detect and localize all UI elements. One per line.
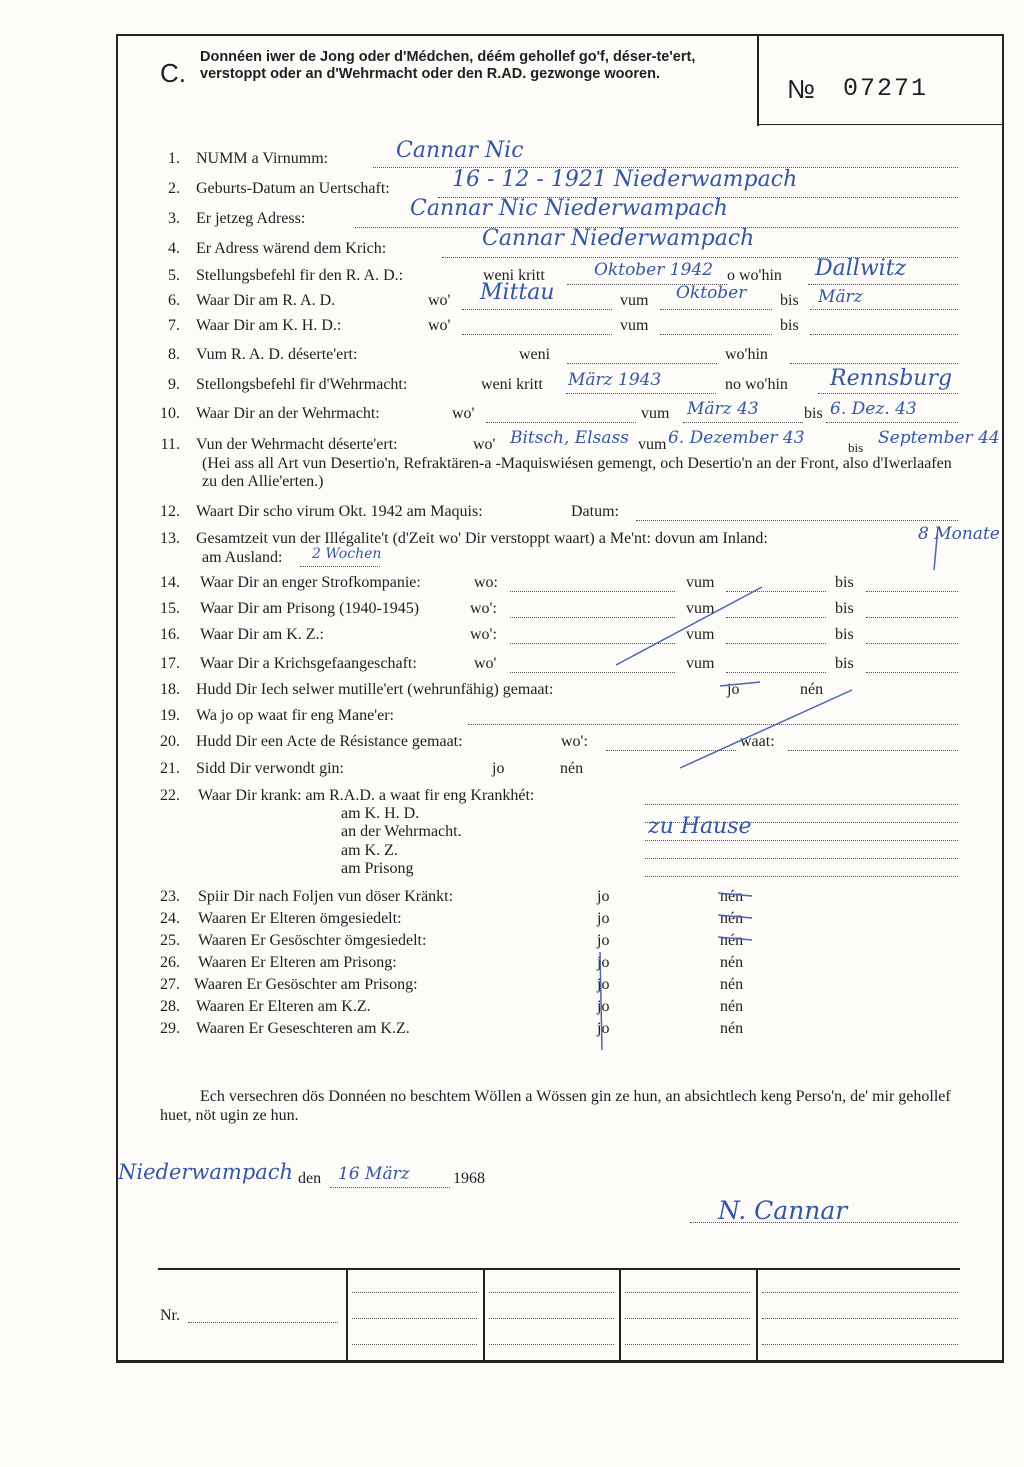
handwritten-desert-from: 6. Dezember 43 [668,428,805,448]
answer-jo: jo [597,1020,610,1037]
field-line [566,393,716,394]
answer-nen: nén [720,998,744,1015]
row-label-vum: vum [686,600,715,617]
field-line [660,309,772,310]
row-number: 25. [160,932,180,949]
row-label-bis: bis [835,574,854,591]
answer-nen: nén [800,681,824,698]
answer-jo: jo [727,681,740,698]
handwritten-address: Cannar Nic Niederwampach [410,196,728,221]
field-line [790,363,958,364]
row-number: 20. [160,733,180,750]
bottom-col-4 [756,1268,758,1362]
frame-right [1002,34,1004,1362]
form-number: 07271 [843,74,929,103]
handwritten-wm-date: März 1943 [568,370,662,390]
sick-sub-kz: am K. Z. [341,842,398,859]
sick-sub-wehrmacht: an der Wehrmacht. [341,823,462,840]
answer-jo: jo [597,976,610,993]
row-number: 7. [168,317,180,334]
handwritten-name: Cannar Nic [396,138,524,163]
handwritten-rad-to: März [818,287,863,307]
answer-jo: jo [492,760,505,777]
section-letter: C. [160,58,186,88]
row-label-rad: Waar Dir am R. A. D. [196,292,336,309]
row-label-consequences: Spiir Dir nach Foljen vun döser Kränkt: [198,888,454,905]
field-line [606,750,736,751]
row-label-birth: Geburts-Datum an Uertschaft: [196,180,390,197]
row-number: 28. [160,998,180,1015]
field-line [818,393,958,394]
row-label-strofkompanie: Waar Dir an enger Strofkompanie: [200,574,421,591]
field-line [866,617,958,618]
handwritten-rad-place2: Mittau [480,280,555,305]
field-line [826,422,958,423]
answer-jo: jo [597,954,610,971]
frame-top [116,34,1004,36]
row-label-war-address: Er Adress wärend dem Krich: [196,240,387,257]
row-label-vum: vum [620,317,649,334]
answer-jo: jo [597,910,610,927]
jo-strike [720,682,760,686]
row-label-wo: wo' [452,405,475,422]
field-line [300,566,380,567]
row-label-bis: bis [835,626,854,643]
row-label-wo: wo' [473,436,496,453]
row-label-vum: vum [686,574,715,591]
field-line [510,617,675,618]
row-number: 10. [160,405,180,422]
row-number: 8. [168,346,180,363]
row-label-parents-kz: Waaren Er Elteren am K.Z. [196,998,371,1015]
row-label-wohin: wo'hin [725,346,768,363]
row-number: 2. [168,180,180,197]
cross-out-stroke [680,690,852,768]
field-line [726,591,826,592]
field-line [660,334,772,335]
row-label-siblings-kz: Waaren Er Geseschteren am K.Z. [196,1020,410,1037]
field-line [762,1344,958,1345]
row-number: 4. [168,240,180,257]
field-line [788,750,958,751]
row-label-wm-desert: Vun der Wehrmacht déserte'ert: [196,436,398,453]
answer-jo: jo [597,888,610,905]
field-line [762,1292,958,1293]
field-line [510,643,675,644]
field-line [645,804,958,805]
header-divider [757,124,1003,125]
row-label-khd: Waar Dir am K. H. D.: [196,317,342,334]
bottom-table-top [158,1268,960,1270]
row-label-wo: wo' [428,292,451,309]
row-label-bis: bis [835,600,854,617]
answer-nen: nén [560,760,584,777]
row-number: 21. [160,760,180,777]
row-label-vum: vum [686,626,715,643]
row-label-wehrmacht: Waar Dir an der Wehrmacht: [196,405,380,422]
row-label-weni-kritt: weni kritt [483,267,545,284]
field-line [762,1318,958,1319]
row-number: 17. [160,655,180,672]
row-label-prisong: Waar Dir am Prisong (1940-1945) [200,600,420,617]
row11-note: (Hei ass all Art vun Desertio'n, Refraktären-a -Maquiswiésen gemengt, och Desertio'n an der Front, also d'Iwerlaafen zu den Allie'erten.) [202,455,952,490]
field-line [866,643,958,644]
field-line [810,309,958,310]
row-label-rad-desert: Vum R. A. D. déserte'ert: [196,346,358,363]
bottom-col-1 [346,1268,348,1362]
field-line [489,1344,614,1345]
field-line [330,1187,450,1188]
row-label-datum: Datum: [571,503,619,520]
field-line [489,1318,614,1319]
row-number: 5. [168,267,180,284]
row-label-sick: Waar Dir krank: am R.A.D. a waat fir eng Krankhét: [198,787,535,804]
row-label-ausland: am Ausland: [202,549,283,566]
answer-nen: nén [720,888,744,905]
field-line [726,617,826,618]
row-number: 14. [160,574,180,591]
row-label-parents-resettled: Waaren Er Elteren ömgesiedelt: [198,910,402,927]
field-line [726,643,826,644]
row-number: 23. [160,888,180,905]
field-line [489,1292,614,1293]
handwritten-wm-place: Rennsburg [830,366,953,391]
field-line [352,1344,477,1345]
row-number: 9. [168,376,180,393]
field-line [462,309,612,310]
answer-jo: jo [597,998,610,1015]
row-label-wo: wo' [428,317,451,334]
field-line [866,591,958,592]
row-label-siblings-prison: Waaren Er Gesöschter am Prisong: [194,976,418,993]
field-line [567,363,717,364]
field-line [866,672,958,673]
row-label-wo: wo': [470,600,497,617]
field-line [726,672,826,673]
answer-jo: jo [597,932,610,949]
row-label-vum: vum [641,405,670,422]
handwritten-desert-place: Bitsch, Elsass [510,428,629,448]
handwritten-rad-from: Oktober [676,283,747,303]
row-number: 22. [160,787,180,804]
row-number: 12. [160,503,180,520]
field-line [808,284,958,285]
field-line [188,1322,338,1323]
row-number: 15. [160,600,180,617]
field-line [625,1318,750,1319]
handwritten-war-address: Cannar Niederwampach [482,226,755,251]
sick-sub-prisong: am Prisong [341,860,414,877]
row-label-waat: waat: [740,733,775,750]
row-label-kz: Waar Dir am K. Z.: [200,626,324,643]
row-number: 1. [168,150,180,167]
label-year: 1968 [453,1170,485,1187]
row-number: 18. [160,681,180,698]
sick-sub-khd: am K. H. D. [341,805,420,822]
row-label-bis: bis [848,440,864,455]
row-label-parents-prison: Waaren Er Elteren am Prisong: [198,954,397,971]
handwritten-rad-date: Oktober 1942 [594,260,714,280]
field-line [625,1344,750,1345]
field-line [486,422,636,423]
row-label-wo: wo': [470,626,497,643]
row-label-bis: bis [835,655,854,672]
row-label-wohin: o wo'hin [727,267,782,284]
row-label-vum: vum [620,292,649,309]
row-label-resistance: Hudd Dir een Acte de Résistance gemaat: [196,733,463,750]
row-number: 6. [168,292,180,309]
row-label-wo: wo' [474,655,497,672]
bottom-frame-line [116,1360,1004,1363]
row-number: 16. [160,626,180,643]
handwritten-place: Niederwampach [118,1160,294,1184]
row-label-siblings-resettled: Waaren Er Gesöschter ömgesiedelt: [198,932,427,949]
row-label-wo: wo: [474,574,498,591]
row-label-wounded: Sidd Dir verwondt gin: [196,760,344,777]
row-label-weni-kritt: weni kritt [481,376,543,393]
row-label-wehrmacht-order: Stellongsbefehl fir d'Wehrmacht: [196,376,408,393]
field-line [352,1318,477,1319]
declaration-text: Ech versechren dös Donnéen no beschtem Wöllen a Wössen gin ze hun, an absichtlech keng Perso'n, de' mir gehollef huet, nöt ugin ze hun. [160,1088,951,1124]
answer-nen: nén [720,954,744,971]
handwritten-birth: 16 - 12 - 1921 Niederwampach [452,167,798,192]
handwritten-ausland: 2 Wochen [312,546,382,562]
row-label-vum: vum [638,436,667,453]
row-number: 24. [160,910,180,927]
answer-nen: nén [720,1020,744,1037]
field-line [352,1292,477,1293]
row-label-name: NUMM a Virnumm: [196,150,329,167]
handwritten-date: 16 März [338,1164,410,1184]
row-label-manner: Wa jo op waat fir eng Mane'er: [196,707,394,724]
field-line [510,672,675,673]
answer-nen: nén [720,910,744,927]
answer-nen: nén [720,976,744,993]
handwritten-desert-to: September 44 [878,428,1000,448]
field-line [510,591,675,592]
row-label-illegality: Gesamtzeit vun der Illégalite't (d'Zeit wo' Dir verstoppt waart) a Me'nt: dovun am Inland: [196,530,768,547]
row-number: 13. [160,530,180,547]
number-box-divider [757,34,759,126]
row-label-vum: vum [686,655,715,672]
bottom-col-2 [483,1268,485,1362]
row-label-pow: Waar Dir a Krichsgefaangeschaft: [200,655,417,672]
handwritten-signature: N. Cannar [718,1196,848,1225]
row-number: 3. [168,210,180,227]
field-line [462,334,612,335]
field-line [625,1292,750,1293]
field-line [645,876,958,877]
number-sign: № [787,74,815,104]
row-label-bis: bis [804,405,823,422]
answer-nen: nén [720,932,744,949]
row-label-bis: bis [780,292,799,309]
field-line [645,840,958,841]
row-label-address: Er jetzeg Adress: [196,210,306,227]
row-label-wo: wo': [561,733,588,750]
row-number: 29. [160,1020,180,1037]
row-label-maquis: Waart Dir scho virum Okt. 1942 am Maquis: [196,503,483,520]
row-number: 11. [160,436,180,453]
handwritten-inland: 8 Monate [918,524,1000,544]
label-den: den [298,1170,322,1187]
row-number: 19. [160,707,180,724]
row-label-rad-order: Stellungsbefehl fir den R. A. D.: [196,267,404,284]
handwritten-rad-place: Dallwitz [815,256,907,281]
row-label-bis: bis [780,317,799,334]
bottom-col-3 [619,1268,621,1362]
handwritten-wm-to: 6. Dez. 43 [830,399,917,419]
handwritten-wm-from: März 43 [687,399,759,419]
row-label-wohin: no wo'hin [725,376,788,393]
field-line [468,724,958,725]
field-line [683,422,803,423]
row-number: 27. [160,976,180,993]
row-number: 26. [160,954,180,971]
field-line [810,334,958,335]
row-label-weni: weni [519,346,551,363]
row-label-mutilation: Hudd Dir Iech selwer mutille'ert (wehrunfähig) gemaat: [196,681,554,698]
form-title: Donnéen iwer de Jong oder d'Médchen, déém gehollef go'f, déser-te'ert, verstoppt oder an d'Wehrmacht oder den R.AD. gezwonge wooren. [200,49,696,82]
label-nr: Nr. [160,1307,180,1324]
field-line [645,858,958,859]
field-line [636,520,958,521]
handwritten-sickness: zu Hause [648,814,752,839]
